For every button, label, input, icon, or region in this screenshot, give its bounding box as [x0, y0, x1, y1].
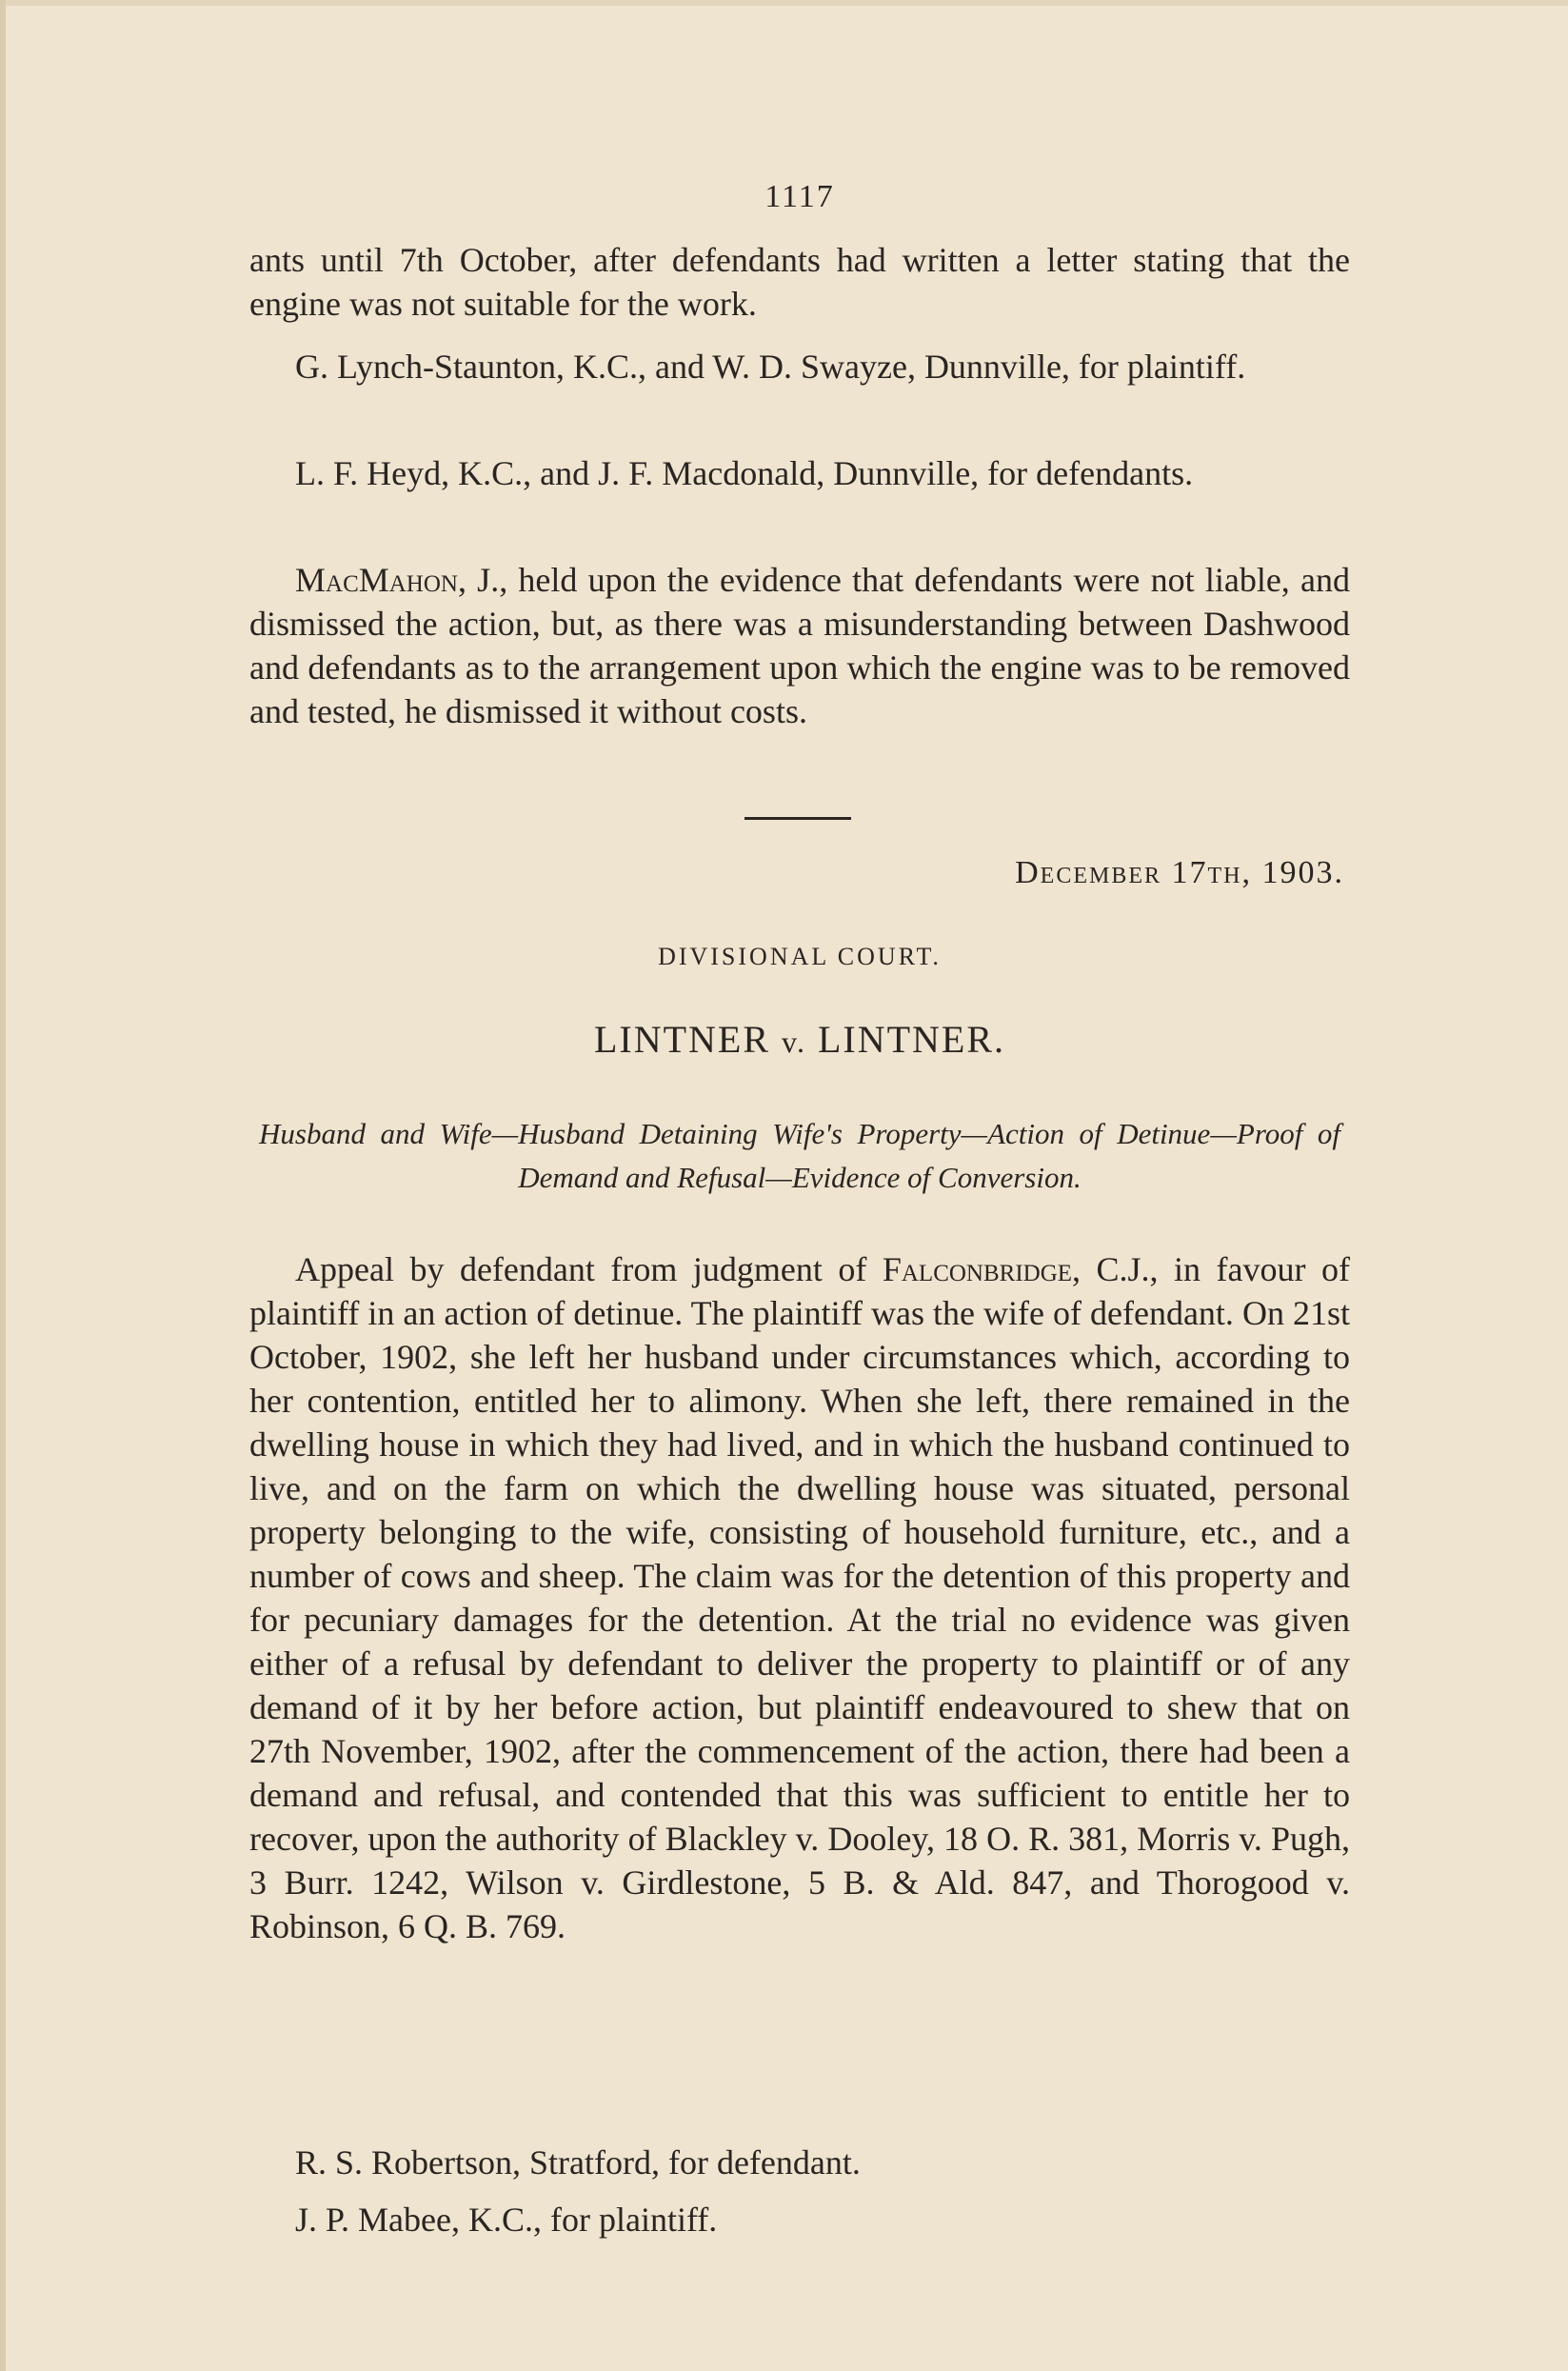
judgment-paragraph	[249, 558, 1350, 733]
continuation-paragraph: ants until 7th October, after defendants had written a letter stating that the engine was not suitable for the work.	[249, 241, 1350, 323]
case-defendant: LINTNER.	[817, 1018, 1006, 1061]
counsel-for-defendant: R. S. Robertson, Stratford, for defendant.	[295, 2143, 861, 2182]
court-name: DIVISIONAL COURT.	[658, 943, 942, 970]
case-title	[249, 1017, 1350, 1062]
appeal-judge: Falconbridge	[882, 1250, 1073, 1288]
headnote: Husband and Wife—Husband Detaining Wife's Property—Action of Detinue—Proof of Demand and Refusal—Evidence of Conversion.	[259, 1117, 1340, 1194]
appeal-body: , C.J., in favour of plaintiff in an action of detinue. The plaintiff was the wife of defendant. On 21st October, 1902, she left her husband under circumstances which, according to her contention, entitled her to alimony. When she left, there remained in the dwelling house in which they had lived, and in which the husband continued to live, and on the farm on which the dwelling house was situated, personal property belonging to the wife, consisting of household furniture, etc., and a number of cows and sheep. The claim was for the detention of this property and for pecuniary damages for the detention. At the trial no evidence was given either of a refusal by defendant to deliver the property to plaintiff or of any demand of it by her before action, but plaintiff endeavoured to shew that on 27th November, 1902, after the commencement of the action, there had been a demand and refusal, and contended that this was sufficient to entitle her to recover, upon the authority of Blackley v. Dooley, 18 O. R. 381, Morris v. Pugh, 3 Burr. 1242, Wilson v. Girdlestone, 5 B. & Ald. 847, and Thorogood v. Robinson, 6 Q. B. 769.	[249, 1250, 1350, 1945]
section-divider	[744, 817, 851, 820]
judge-name: MacMahon	[295, 561, 458, 599]
appeal-paragraph	[249, 1247, 1350, 1948]
page-top-edge	[0, 0, 1568, 6]
appeal-intro: Appeal by defendant from judgment of	[295, 1250, 883, 1288]
counsel-for-defendants-opening: L. F. Heyd, K.C., and J. F. Macdonald, Dunnville, for defendants.	[295, 454, 1194, 492]
judgment-text: , J., held upon the evidence that defendants were not liable, and dismissed the action, but, as there was a misunderstanding between Dashwood and defendants as to the arrangement upon which the engine was to be removed and tested, he dismissed it without costs.	[249, 561, 1350, 730]
case-plaintiff: LINTNER	[593, 1018, 771, 1061]
counsel-for-plaintiff-opening: G. Lynch-Staunton, K.C., and W. D. Swayze, Dunnville, for plaintiff.	[295, 348, 1246, 386]
page-left-edge	[0, 0, 6, 2371]
counsel-for-plaintiff: J. P. Mabee, K.C., for plaintiff.	[295, 2201, 718, 2239]
case-versus: v.	[782, 1025, 806, 1059]
page-number: 1117	[764, 179, 835, 214]
case-date: December 17th, 1903.	[1015, 855, 1344, 890]
